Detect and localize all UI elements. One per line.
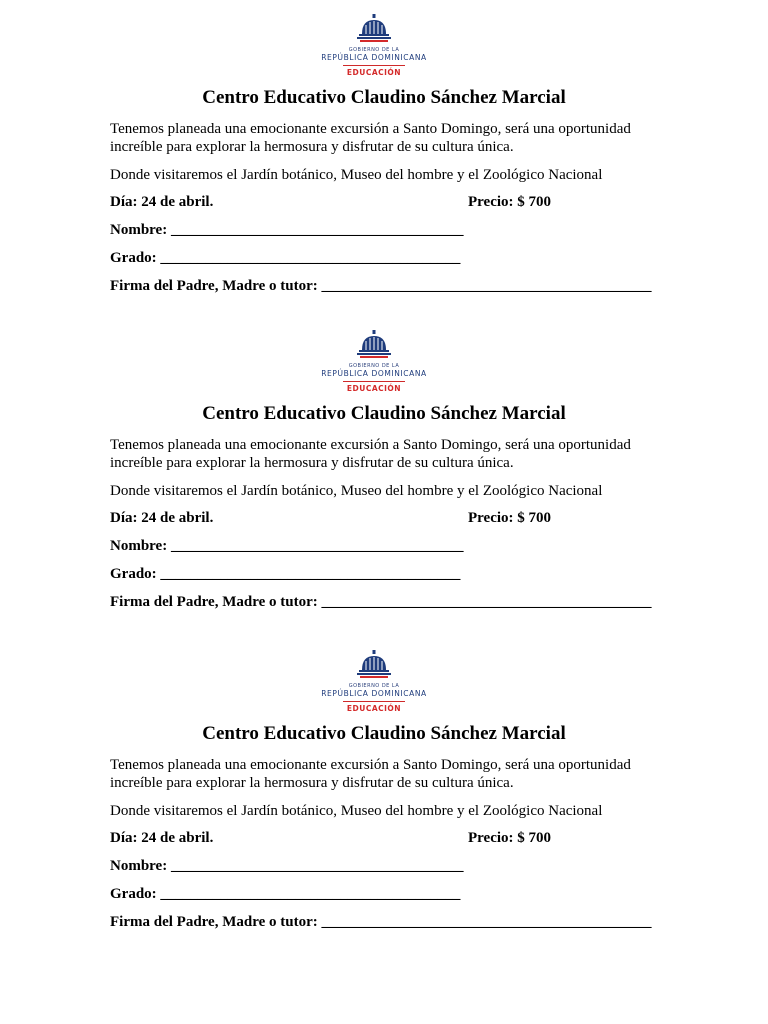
excursion-date: Día: 24 de abril. [110,830,214,846]
logo-government-text: GOBIERNO DE LA [348,47,400,53]
excursion-intro: Tenemos planeada una emocionante excursión a Santo Domingo, será una oportunidad increíble para explorar la hermosura y disfrutar de su cultura única. [110,121,631,155]
ministry-logo [313,650,435,716]
logo-ministry-text: EDUCACIÓN [346,704,402,713]
logo-country-text: REPÚBLICA DOMINICANA [321,53,427,62]
government-dome-icon [313,650,435,682]
ministry-logo [313,330,435,396]
name-field: Nombre: _______________________________________ [110,222,464,238]
grade-field: Grado: ________________________________________ [110,250,461,266]
excursion-intro: Tenemos planeada una emocionante excursión a Santo Domingo, será una oportunidad increíble para explorar la hermosura y disfrutar de su cultura única. [110,437,631,471]
grade-field: Grado: ________________________________________ [110,566,461,582]
guardian-signature-field: Firma del Padre, Madre o tutor: ____________________________________________ [110,594,652,610]
name-field: Nombre: _______________________________________ [110,538,464,554]
excursion-intro: Tenemos planeada una emocionante excursión a Santo Domingo, será una oportunidad increíble para explorar la hermosura y disfrutar de su cultura única. [110,757,631,791]
excursion-slip [0,330,768,640]
logo-government-text: GOBIERNO DE LA [348,363,400,369]
government-dome-icon [313,14,435,46]
logo-divider [343,701,405,702]
logo-ministry-text: EDUCACIÓN [346,68,402,77]
school-title: Centro Educativo Claudino Sánchez Marcial [202,87,566,108]
logo-country-text: REPÚBLICA DOMINICANA [321,369,427,378]
guardian-signature-field: Firma del Padre, Madre o tutor: ____________________________________________ [110,278,652,294]
excursion-date: Día: 24 de abril. [110,194,214,210]
excursion-places: Donde visitaremos el Jardín botánico, Museo del hombre y el Zoológico Nacional [110,803,603,819]
logo-government-text: GOBIERNO DE LA [348,683,400,689]
excursion-slip [0,650,768,960]
excursion-price: Precio: $ 700 [468,510,552,526]
school-title: Centro Educativo Claudino Sánchez Marcial [202,403,566,424]
logo-country-text: REPÚBLICA DOMINICANA [321,689,427,698]
excursion-price: Precio: $ 700 [468,830,552,846]
guardian-signature-field: Firma del Padre, Madre o tutor: ____________________________________________ [110,914,652,930]
excursion-places: Donde visitaremos el Jardín botánico, Museo del hombre y el Zoológico Nacional [110,167,603,183]
logo-ministry-text: EDUCACIÓN [346,384,402,393]
grade-field: Grado: ________________________________________ [110,886,461,902]
ministry-logo [313,14,435,80]
excursion-places: Donde visitaremos el Jardín botánico, Museo del hombre y el Zoológico Nacional [110,483,603,499]
excursion-price: Precio: $ 700 [468,194,552,210]
logo-divider [343,381,405,382]
government-dome-icon [313,330,435,362]
excursion-date: Día: 24 de abril. [110,510,214,526]
excursion-slip [0,14,768,324]
school-title: Centro Educativo Claudino Sánchez Marcial [202,723,566,744]
name-field: Nombre: _______________________________________ [110,858,464,874]
logo-divider [343,65,405,66]
